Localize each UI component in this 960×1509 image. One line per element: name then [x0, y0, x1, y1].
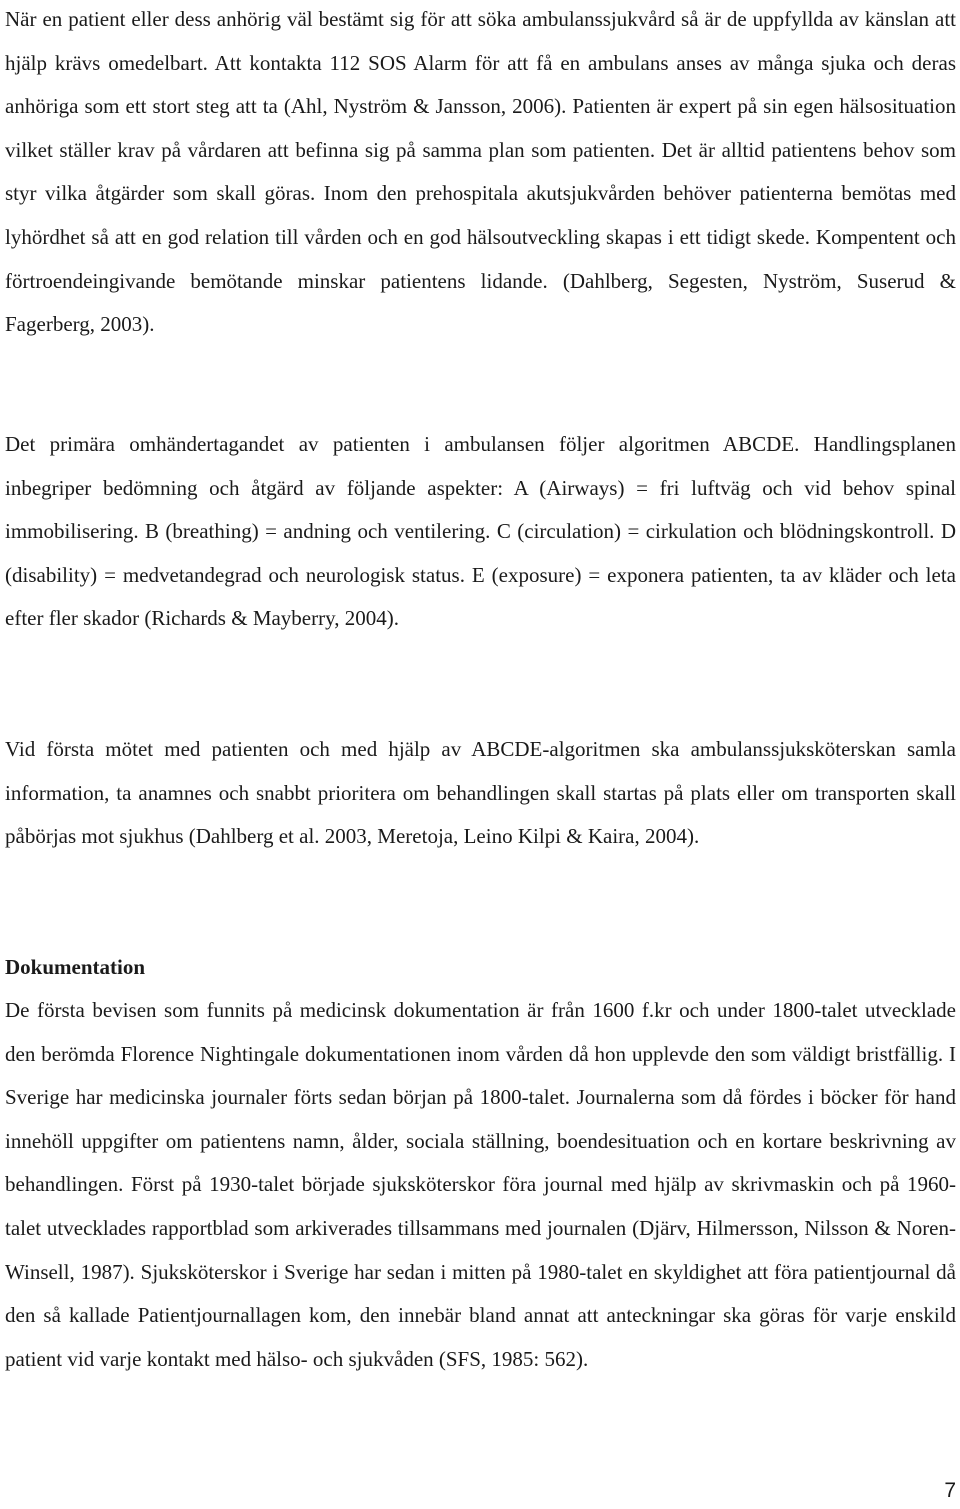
page-number: 7	[944, 1479, 956, 1502]
paragraph-abcde-algorithm: Det primära omhändertagandet av patienten i ambulansen följer algoritmen ABCDE. Handlingsplanen inbegriper bedömning och åtgärd av följande aspekter: A (Airways) = fri luftväg och vid behov spinal immobilisering. B (breathing) = andning och ventilering. C (circulation) = cirkulation och blödningskontroll. D (disability) = medvetandegrad och neurologisk status. E (exposure) = exponera patienten, ta av kläder och leta efter fler skador (Richards & Mayberry, 2004).	[5, 432, 956, 631]
paragraph-patient-contact: När en patient eller dess anhörig väl bestämt sig för att söka ambulanssjukvård så är de uppfyllda av känslan att hjälp krävs omedelbart. Att kontakta 112 SOS Alarm för att få en ambulans anses av många sjuka och deras anhöriga som ett stort steg att ta (Ahl, Nyström & Jansson, 2006). Patienten är expert på sin egen hälsosituation vilket ställer krav på vårdaren att befinna sig på samma plan som patienten. Det är alltid patientens behov som styr vilka åtgärder som skall göras. Inom den prehospitala akutsjukvården behöver patienterna bemötas med lyhördhet så att en god relation till vården och en god hälsoutveckling skapas i ett tidigt skede. Kompentent och förtroendeingivande bemötande minskar patientens lidande. (Dahlberg, Segesten, Nyström, Suserud & Fagerberg, 2003).	[5, 7, 956, 337]
section-heading-dokumentation: Dokumentation	[5, 955, 146, 979]
paragraph-documentation-history: De första bevisen som funnits på medicinsk dokumentation är från 1600 f.kr och under 1800-talet utvecklade den berömda Florence Nightingale dokumentationen inom vården då hon upplevde den som väldigt bristfällig. I Sverige har medicinska journaler förts sedan början på 1800-talet. Journalerna som då fördes i böcker för hand innehöll uppgifter om patientens namn, ålder, sociala ställning, boendesituation och en kortare beskrivning av behandlingen. Först på 1930-talet började sjuksköterskor föra journal med hjälp av skrivmaskin och på 1960-talet utvecklades rapportblad som arkiverades tillsammans med journalen (Djärv, Hilmersson, Nilsson & Noren-Winsell, 1987). Sjuksköterskor i Sverige har sedan i mitten på 1980-talet en skyldighet att föra patientjournal då den så kallade Patientjournallagen kom, den innebär bland annat att anteckningar ska göras för varje enskild patient vid varje kontakt med hälso- och sjukvåden (SFS, 1985: 562).	[5, 998, 956, 1371]
paragraph-first-meeting: Vid första mötet med patienten och med hjälp av ABCDE-algoritmen ska ambulanssjuksköterskan samla information, ta anamnes och snabbt prioritera om behandlingen skall startas på plats eller om transporten skall påbörjas mot sjukhus (Dahlberg et al. 2003, Meretoja, Leino Kilpi & Kaira, 2004).	[5, 737, 956, 849]
